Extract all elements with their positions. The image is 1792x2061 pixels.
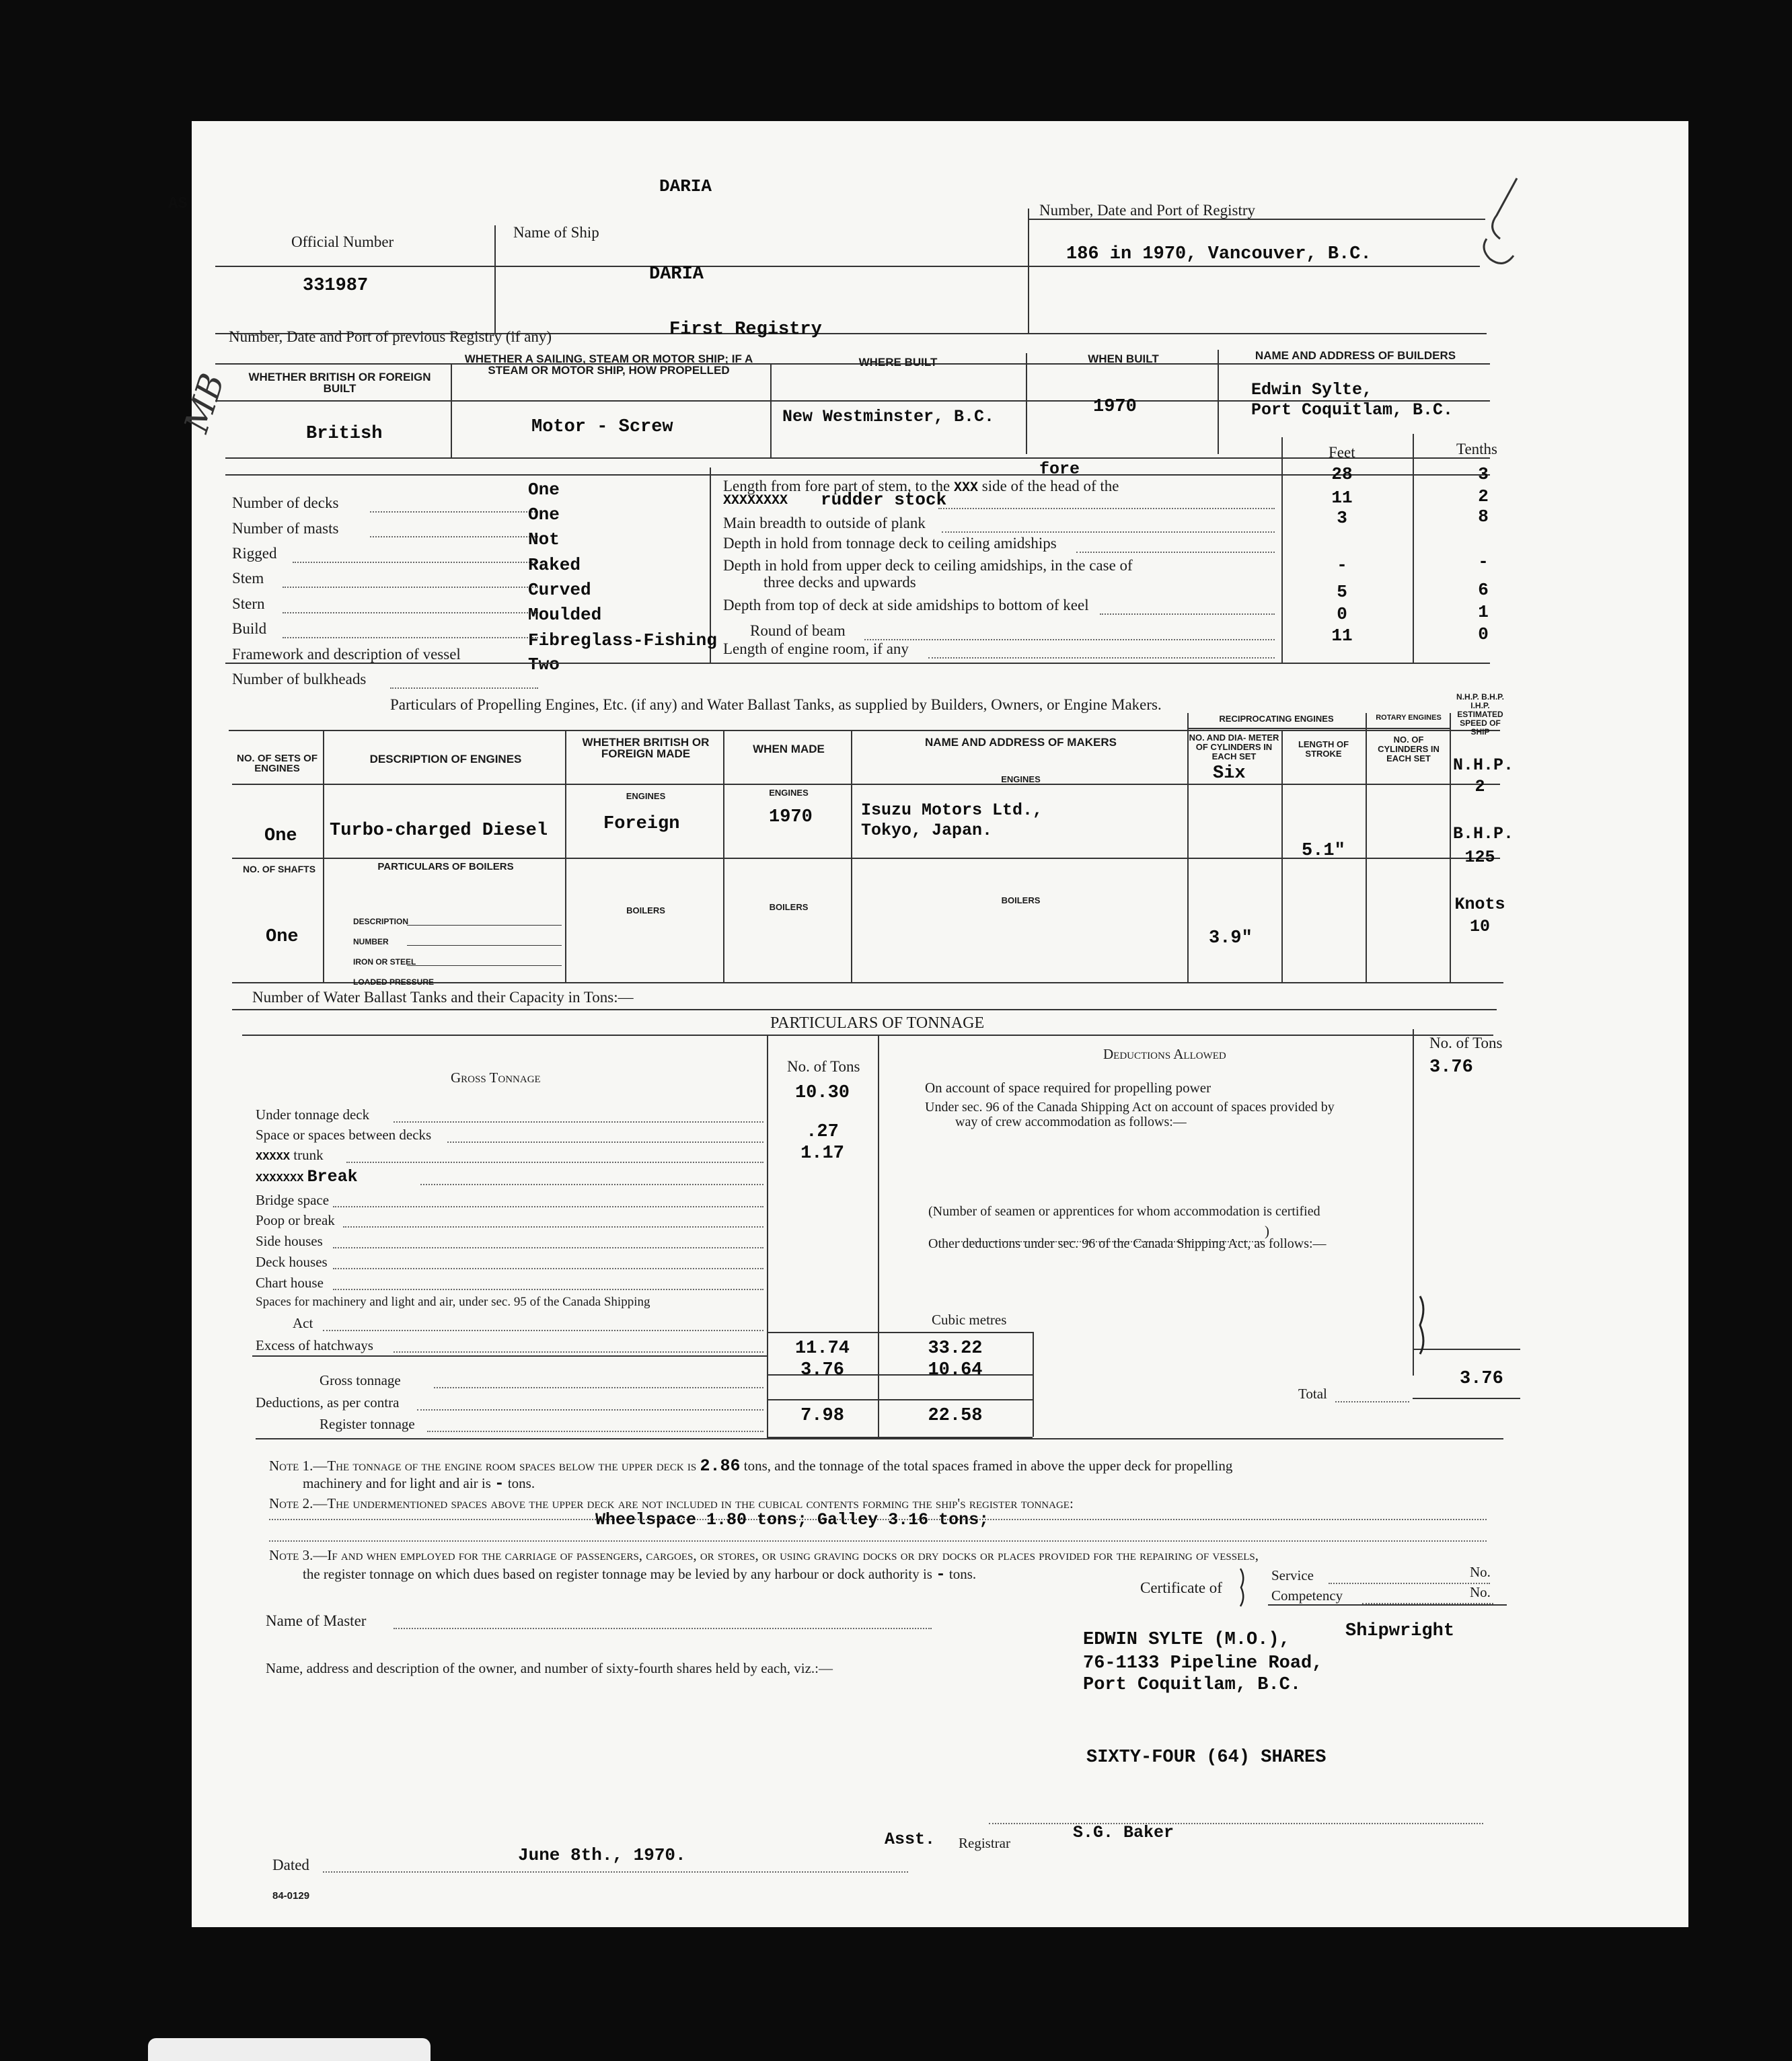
- tonnage-value-between-decks: .27: [806, 1122, 839, 1142]
- tonnage-leader-10: [323, 1330, 763, 1331]
- desc-value-stem: Raked: [528, 555, 581, 575]
- dim-feet-2: 3: [1337, 508, 1347, 528]
- propulsion-header: WHETHER A SAILING, STEAM OR MOTOR SHIP; IF A STEAM OR MOTOR SHIP, HOW PROPELLED: [464, 352, 753, 377]
- build-col-divider-1: [451, 363, 452, 457]
- when-built-header: WHEN BUILT: [1088, 352, 1159, 365]
- tonnage-leader-2: [447, 1141, 763, 1143]
- tonnage-leader-1: [394, 1121, 763, 1123]
- boiler-line-1: [407, 925, 562, 926]
- owner-shares: SIXTY-FOUR (64) SHARES: [1086, 1748, 1327, 1768]
- corner-code: AS: [168, 195, 188, 213]
- dim-feet-0: 28: [1331, 464, 1353, 484]
- reciprocating-header: RECIPROCATING ENGINES: [1219, 714, 1334, 724]
- dim-leader-2: [938, 508, 1275, 509]
- dim-feet-5: 0: [1337, 604, 1347, 624]
- competency-label: Competency: [1271, 1587, 1343, 1604]
- tonnage-value-under-deck: 10.30: [794, 1083, 850, 1103]
- dim-feet-4: 5: [1337, 582, 1347, 602]
- boilers-header: PARTICULARS OF BOILERS: [377, 861, 514, 872]
- note3-line1: Note 3.—If and when employed for the carriage of passengers, cargoes, or stores, or using graving docks or dry docks or places provided for the repairing of vessels,: [269, 1547, 1259, 1563]
- boiler-number-label: NUMBER: [353, 937, 389, 946]
- boiler-iron-label: IRON OR STEEL: [353, 957, 416, 967]
- dim-tenths-5: 1: [1478, 602, 1489, 622]
- eng-col-4: [851, 730, 852, 982]
- ship-name-header: DARIA: [659, 176, 712, 196]
- build-col-divider-3: [1026, 353, 1027, 454]
- dim-label-depth-upper: Depth in hold from upper deck to ceiling amidships, in the case of: [723, 557, 1133, 574]
- notes-top-rule: [256, 1438, 1503, 1439]
- owner-address-1: 76-1133 Pipeline Road,: [1083, 1653, 1323, 1674]
- note3-value: -: [936, 1566, 946, 1584]
- desc-value-framework: Fibreglass-Fishing: [528, 630, 717, 650]
- feet-divider-left: [1281, 437, 1283, 663]
- register-tons-value: 7.98: [800, 1406, 844, 1426]
- propulsion-value: Motor - Screw: [531, 417, 673, 437]
- brace-icon: [1416, 1295, 1429, 1355]
- boilers-sub-2: BOILERS: [769, 902, 809, 912]
- note3-text-c: tons.: [948, 1566, 977, 1582]
- dim-length-tail: side of the head of the: [981, 478, 1119, 494]
- tonnage-leader-9: [333, 1289, 763, 1290]
- dim-tenths-1: 2: [1478, 486, 1489, 507]
- dim-fore-insert: fore: [1039, 459, 1080, 479]
- previous-registry-value: First Registry: [669, 320, 822, 340]
- boiler-desc-label: DESCRIPTION: [353, 917, 409, 926]
- deductions-cubic-value: 10.64: [928, 1360, 983, 1380]
- register-document: [168, 121, 1688, 1927]
- eng-col-3: [723, 730, 724, 982]
- tonnage-col-3: [1413, 1029, 1414, 1376]
- boilers-sub-1: BOILERS: [626, 905, 665, 915]
- desc-value-decks: One: [528, 480, 560, 500]
- dated-value: June 8th., 1970.: [518, 1845, 686, 1865]
- owner-address-2: Port Coquitlam, B.C.: [1083, 1675, 1302, 1695]
- name-of-ship-label: Name of Ship: [513, 224, 599, 241]
- knots-label: Knots: [1454, 895, 1505, 914]
- service-label: Service: [1271, 1567, 1314, 1583]
- tonnage-value-trunk: 1.17: [800, 1144, 844, 1164]
- engines-sub-3: ENGINES: [1001, 774, 1041, 784]
- desc-label-rigged: Rigged: [232, 545, 277, 562]
- dim-leader-3: [942, 531, 1275, 533]
- tonnage-label-hatchways: Excess of hatchways: [256, 1337, 373, 1353]
- register-col-1: [767, 1374, 768, 1437]
- dim-leader-8: [928, 657, 1275, 659]
- note1-line1: [269, 1456, 1232, 1476]
- sets-value: One: [264, 826, 297, 846]
- tonnage-title: PARTICULARS OF TONNAGE: [770, 1014, 985, 1032]
- name-of-ship-value: DARIA: [649, 264, 704, 285]
- tons-header: No. of Tons: [787, 1058, 860, 1075]
- british-foreign-made-header: WHETHER BRITISH OR FOREIGN MADE: [582, 736, 710, 760]
- margin-initials: MB: [176, 369, 233, 437]
- knots-value: 10: [1469, 917, 1490, 936]
- dim-tenths-6: 0: [1478, 624, 1489, 644]
- dim-feet-6: 11: [1331, 626, 1353, 646]
- bhp-label: B.H.P.: [1453, 824, 1514, 844]
- ded-propelling-label: On account of space required for propelling power: [925, 1080, 1211, 1096]
- rotary-header: ROTARY ENGINES: [1376, 714, 1442, 722]
- competency-rule: [1268, 1604, 1507, 1606]
- engines-sub-1: ENGINES: [626, 791, 666, 801]
- header-divider-1: [494, 225, 496, 333]
- engines-header-top-rule: [229, 730, 1500, 731]
- note1-text-d: tons.: [507, 1475, 535, 1491]
- build-table-bottom-rule: [225, 457, 1490, 459]
- eng-col-2: [565, 730, 566, 982]
- tonnage-leader-5: [333, 1206, 763, 1207]
- shafts-header: NO. OF SHAFTS: [242, 864, 316, 874]
- tonnage-label-act: Act: [293, 1315, 313, 1331]
- official-number-label: Official Number: [291, 233, 394, 250]
- gross-rule-left: [252, 1355, 767, 1357]
- tenths-header: Tenths: [1456, 441, 1497, 457]
- register-leader: [427, 1431, 763, 1432]
- registrar-leader: [989, 1823, 1483, 1824]
- total-leader: [1335, 1401, 1409, 1402]
- gross-tons-value: 11.74: [794, 1339, 850, 1359]
- deductions-box-rule: [767, 1399, 1033, 1400]
- form-code: 84-0129: [272, 1890, 310, 1902]
- where-built-value: New Westminster, B.C.: [782, 407, 995, 426]
- register-col-2: [878, 1374, 879, 1437]
- register-cubic-value: 22.58: [928, 1406, 983, 1426]
- eng-col-1: [323, 730, 324, 982]
- boiler-pressure-label: LOADED PRESSURE: [353, 977, 435, 987]
- description-top-rule: [225, 474, 1490, 476]
- makers-line1: Isuzu Motors Ltd.,: [861, 800, 1043, 820]
- tonnage-label-poop: Poop or break: [256, 1212, 335, 1228]
- right-tons-header: No. of Tons: [1429, 1035, 1503, 1051]
- note1-line2: [303, 1475, 535, 1493]
- dim-struck-aft: XXX: [953, 480, 978, 496]
- deductions-header: Deductions Allowed: [1103, 1046, 1226, 1062]
- ded-seamen-close: ): [1265, 1223, 1269, 1239]
- tonnage-label-between-decks: Space or spaces between decks: [256, 1127, 432, 1143]
- service-leader: [1329, 1583, 1490, 1584]
- eng-col-6: [1281, 730, 1283, 982]
- engines-sub-2: ENGINES: [769, 788, 809, 798]
- engines-section-title: Particulars of Propelling Engines, Etc. (if any) and Water Ballast Tanks, as supplied by Builders, Owners, or Engine Makers.: [390, 696, 1162, 713]
- total-value: 3.76: [1460, 1369, 1503, 1389]
- recip-subrule: [1187, 728, 1450, 729]
- dim-tenths-4: 6: [1478, 580, 1489, 600]
- handwritten-check-mark: [1473, 175, 1527, 276]
- dim-struck-post: XXXXXXXX: [723, 493, 788, 509]
- ded-crew-label-2: way of crew accommodation as follows:—: [955, 1115, 1187, 1129]
- tonnage-label-deck-houses: Deck houses: [256, 1254, 328, 1270]
- total-underline: [1413, 1398, 1520, 1399]
- builders-header: NAME AND ADDRESS OF BUILDERS: [1255, 349, 1456, 362]
- trunk-text: trunk: [293, 1147, 324, 1163]
- gross-box-top: [767, 1332, 1033, 1333]
- dim-leader-4: [1076, 552, 1275, 553]
- break-struck: XXXXXXX: [256, 1172, 304, 1185]
- registry-label: Number, Date and Port of Registry: [1039, 202, 1256, 219]
- header-rule: [215, 266, 1480, 267]
- eng-col-7: [1366, 713, 1367, 982]
- engine-origin-value: Foreign: [603, 814, 680, 834]
- note2-value: Wheelspace 1.80 tons; Galley 3.16 tons;: [595, 1510, 990, 1530]
- desc-leader-6: [283, 637, 538, 638]
- dim-tenths-0: 3: [1478, 464, 1489, 484]
- propelling-tons-value: 3.76: [1429, 1057, 1473, 1078]
- break-text: Break: [307, 1167, 358, 1187]
- build-col-divider-4: [1218, 350, 1219, 454]
- gross-tonnage-label: Gross tonnage: [320, 1372, 401, 1388]
- builders-value-line2: Port Coquitlam, B.C.: [1251, 400, 1454, 420]
- gross-cubic-value: 33.22: [928, 1339, 983, 1359]
- total-label: Total: [1298, 1386, 1327, 1402]
- dim-label-breadth: Main breadth to outside of plank: [723, 515, 926, 531]
- dim-feet-1: 11: [1331, 488, 1353, 508]
- desc-leader-5: [283, 612, 538, 613]
- feet-divider-right: [1413, 434, 1414, 663]
- desc-label-stern: Stern: [232, 595, 265, 612]
- engines-top-rule: [225, 663, 1490, 664]
- competency-no-label: No.: [1470, 1584, 1491, 1600]
- desc-leader-4: [283, 587, 538, 588]
- dim-length-text: Length from fore part of stem, to the: [723, 478, 950, 494]
- tonnage-label-bridge: Bridge space: [256, 1192, 330, 1208]
- note1-text-a: Note 1.—The tonnage of the engine room spaces below the upper deck is: [269, 1458, 697, 1474]
- dim-label-depth-tonnage: Depth in hold from tonnage deck to ceiling amidships: [723, 535, 1057, 552]
- dim-rudder-stock: rudder stock: [821, 490, 947, 510]
- ballast-tanks-label: Number of Water Ballast Tanks and their Capacity in Tons:—: [252, 989, 634, 1006]
- registry-value: 186 in 1970, Vancouver, B.C.: [1066, 244, 1372, 264]
- feet-header: Feet: [1329, 444, 1355, 461]
- tonnage-label-trunk: [256, 1147, 324, 1164]
- note2-leader-2: [269, 1540, 1487, 1542]
- cylinder-diameter-value: 3.9": [1209, 928, 1253, 948]
- cubic-col: [1033, 1332, 1034, 1374]
- master-leader: [394, 1628, 932, 1629]
- boiler-line-3: [407, 965, 562, 966]
- desc-label-bulkheads: Number of bulkheads: [232, 671, 367, 687]
- registrar-label: Registrar: [959, 1835, 1010, 1851]
- dated-label: Dated: [272, 1857, 309, 1873]
- desc-leader-2: [370, 536, 538, 537]
- boilers-sub-3: BOILERS: [1001, 895, 1041, 905]
- tonnage-label-under-deck: Under tonnage deck: [256, 1107, 370, 1123]
- desc-value-masts: One: [528, 504, 560, 525]
- tonnage-header-rule: [242, 1035, 1493, 1036]
- tonnage-label-machinery: Spaces for machinery and light and air, under sec. 95 of the Canada Shipping: [256, 1295, 650, 1309]
- registrar-name: S.G. Baker: [1073, 1823, 1174, 1842]
- tonnage-leader-4: [420, 1184, 763, 1185]
- note1-value: 2.86: [700, 1456, 741, 1476]
- stroke-value: 5.1": [1302, 841, 1345, 861]
- tonnage-leader-11: [394, 1351, 763, 1353]
- engine-year-value: 1970: [769, 807, 813, 827]
- build-col-divider-2: [770, 363, 772, 457]
- makers-line2: Tokyo, Japan.: [861, 821, 993, 840]
- note2-text: Note 2.—The undermentioned spaces above the upper deck are not included in the cubical contents forming the ship's register tonnage:: [269, 1495, 1074, 1511]
- desc-leader-1: [370, 511, 538, 513]
- desc-leader-8: [390, 687, 538, 689]
- cubic-metres-label: Cubic metres: [932, 1312, 1007, 1328]
- desc-value-stern: Curved: [528, 580, 591, 600]
- engine-description-value: Turbo-charged Diesel: [330, 821, 548, 841]
- desc-label-framework: Framework and description of vessel: [232, 646, 461, 663]
- when-built-value: 1970: [1093, 397, 1137, 417]
- desc-value-rigged: Not: [528, 529, 560, 550]
- certificate-brace-icon: [1238, 1567, 1250, 1608]
- service-no-label: No.: [1470, 1564, 1491, 1580]
- bhp-value: 125: [1464, 848, 1495, 867]
- note1-value2: -: [494, 1475, 505, 1493]
- tonnage-label-side-houses: Side houses: [256, 1233, 323, 1249]
- dim-label-engine-room: Length of engine room, if any: [723, 640, 909, 657]
- owner-name: EDWIN SYLTE (M.O.),: [1083, 1630, 1290, 1650]
- tonnage-label-break: [256, 1167, 358, 1187]
- tonnage-col-1: [767, 1035, 768, 1374]
- desc-value-build: Moulded: [528, 605, 602, 625]
- dim-leader-6: [1100, 613, 1275, 615]
- note3-line2: [303, 1566, 976, 1584]
- dim-label-depth-keel: Depth from top of deck at side amidships to bottom of keel: [723, 597, 1089, 613]
- builders-value-line1: Edwin Sylte,: [1251, 380, 1373, 400]
- asst-label: Asst.: [885, 1830, 936, 1849]
- rotary-cylinders-header: NO. OF CYLINDERS IN EACH SET: [1378, 735, 1440, 763]
- hp-speed-header: N.H.P. B.H.P. I.H.P. ESTIMATED SPEED OF SHIP: [1456, 692, 1504, 737]
- british-foreign-header: WHETHER BRITISH OR FOREIGN BUILT: [248, 371, 431, 395]
- tonnage-leader-3: [346, 1162, 763, 1163]
- gross-tonnage-header: Gross Tonnage: [451, 1070, 541, 1086]
- owner-occupation: Shipwright: [1345, 1621, 1455, 1641]
- desc-value-bulkheads: Two: [528, 654, 560, 675]
- ded-crew-label-1: Under sec. 96 of the Canada Shipping Act on account of spaces provided by: [925, 1100, 1335, 1115]
- gross-leader: [434, 1387, 763, 1388]
- deductions-tons-value: 3.76: [800, 1360, 844, 1380]
- header-divider-2: [1028, 209, 1029, 333]
- dim-label-round-beam: Round of beam: [750, 622, 846, 639]
- boiler-line-2: [407, 945, 562, 946]
- desc-label-masts: Number of masts: [232, 520, 339, 537]
- desc-label-stem: Stem: [232, 570, 264, 587]
- trunk-struck: XXXXX: [256, 1151, 291, 1164]
- british-foreign-value: British: [306, 424, 383, 444]
- note1-text-c: machinery and for light and air is: [303, 1475, 491, 1491]
- deductions-contra-label: Deductions, as per contra: [256, 1394, 400, 1411]
- tonnage-leader-6: [343, 1226, 763, 1228]
- makers-header: NAME AND ADDRESS OF MAKERS: [925, 736, 1117, 749]
- cylinders-value: Six: [1213, 763, 1246, 784]
- cylinders-header: NO. AND DIA- METER OF CYLINDERS IN EACH SET: [1189, 733, 1279, 761]
- sets-header: NO. OF SETS OF ENGINES: [236, 753, 318, 774]
- owner-label: Name, address and description of the owner, and number of sixty-fourth shares held by each, viz.:—: [266, 1660, 833, 1676]
- dated-leader: [323, 1871, 908, 1873]
- eng-col-8: [1450, 713, 1451, 982]
- paper-edge-below: [148, 2038, 431, 2061]
- ded-seamen-label: (Number of seamen or apprentices for whom accommodation is certified: [928, 1204, 1320, 1219]
- tonnage-leader-7: [333, 1247, 763, 1248]
- register-tonnage-label: Register tonnage: [320, 1416, 415, 1432]
- previous-registry-label: Number, Date and Port of previous Registry (if any): [229, 328, 552, 345]
- when-made-header: WHEN MADE: [753, 743, 825, 755]
- ded-other-label: Other deductions under sec. 96 of the Canada Shipping Act, as follows:—: [928, 1236, 1327, 1251]
- nhp-value: 2: [1474, 777, 1485, 796]
- register-col-3: [1033, 1374, 1034, 1437]
- dim-tenths-2: 8: [1478, 507, 1489, 527]
- shafts-value: One: [266, 927, 299, 947]
- dim-feet-3: -: [1337, 555, 1347, 575]
- official-number-value: 331987: [303, 276, 369, 296]
- certificate-label: Certificate of: [1140, 1579, 1222, 1596]
- where-built-header: WHERE BUILT: [858, 356, 938, 369]
- nhp-label: N.H.P.: [1453, 755, 1514, 775]
- tonnage-top-rule: [232, 1009, 1497, 1010]
- desc-label-build: Build: [232, 620, 267, 637]
- deductions-leader: [417, 1409, 763, 1411]
- desc-label-decks: Number of decks: [232, 494, 339, 511]
- note3-text-b: the register tonnage on which dues based on register tonnage may be levied by any harbour or dock authority is: [303, 1566, 932, 1582]
- description-header: DESCRIPTION OF ENGINES: [369, 753, 522, 765]
- desc-leader-3: [293, 562, 538, 563]
- dim-tenths-3: -: [1478, 552, 1489, 572]
- tonnage-leader-8: [333, 1268, 763, 1269]
- dim-leader-7: [864, 639, 1275, 640]
- stroke-header: LENGTH OF STROKE: [1298, 739, 1349, 759]
- master-label: Name of Master: [266, 1612, 367, 1629]
- note1-text-b: tons, and the tonnage of the total spaces framed in above the upper deck for propelling: [743, 1458, 1233, 1474]
- dim-label-depth-upper-2: three decks and upwards: [763, 574, 916, 591]
- tonnage-label-chart-house: Chart house: [256, 1275, 324, 1291]
- tonnage-col-2: [878, 1035, 879, 1374]
